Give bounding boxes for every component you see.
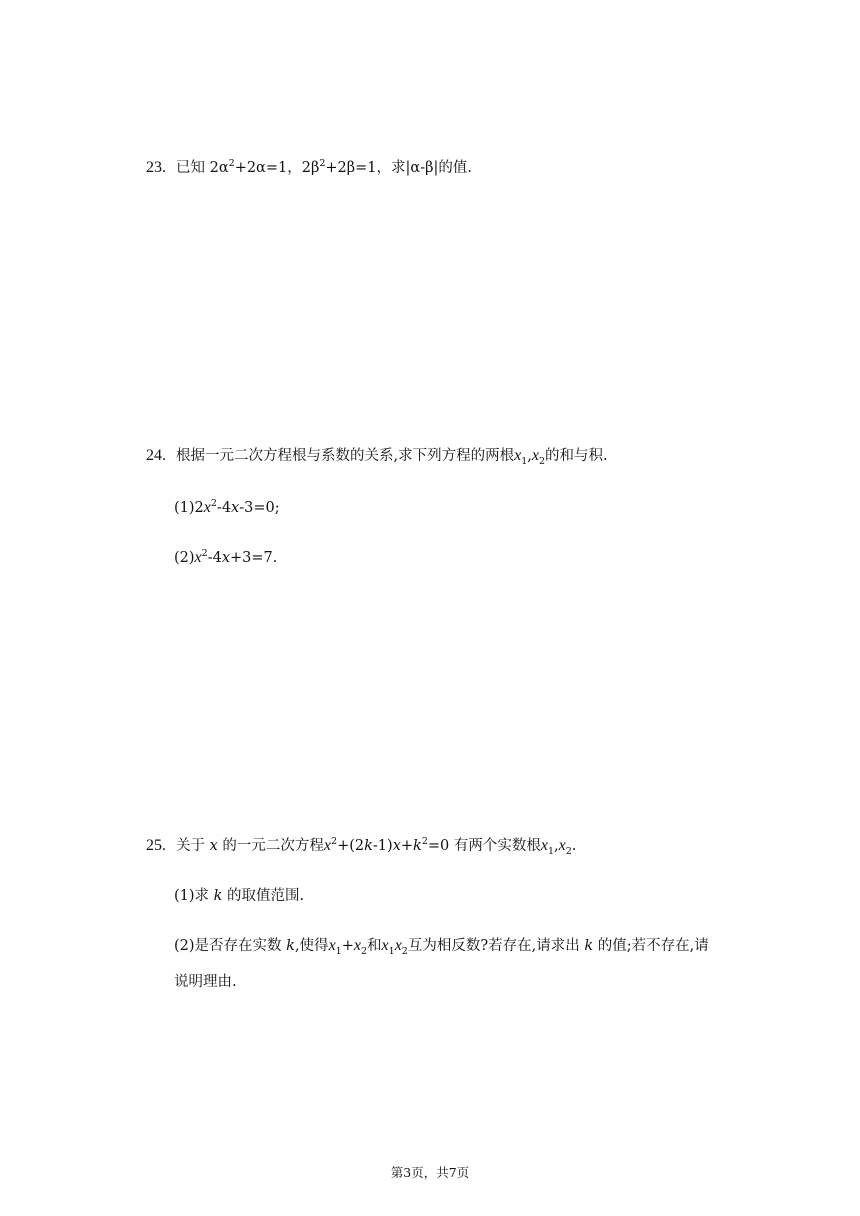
question-24: 24. 根据一元二次方程根与系数的关系,求下列方程的两根$x_1,x_2$的和与积.: [146, 447, 608, 467]
question-24-part-2: $(2)x^2-4x+3=7$.: [174, 548, 278, 566]
question-24-part-1: $(1)2x^2-4x-3=0$;: [174, 498, 280, 516]
question-number: 24.: [146, 447, 166, 464]
question-23: 23. 已知 $2\alpha^2+2\alpha=1$，$2\beta^2+2\beta=1$，求|α-β|的值.: [146, 158, 472, 176]
question-number: 25.: [146, 837, 166, 854]
question-25: 25. 关于 x 的一元二次方程$x^2+(2k-1)x+k^2=0$ 有两个实数根$x_1,x_2$.: [146, 836, 577, 857]
question-number: 23.: [146, 159, 166, 176]
question-25-part-1: (1)求 k 的取值范围.: [174, 888, 305, 904]
question-25-part-2-continued: 说明理由.: [174, 974, 237, 990]
question-25-part-2: (2)是否存在实数 k,使得$x_1+x_2$和$x_1x_2$互为相反数?若存在,请求出 k 的值;若不存在,请: [174, 937, 709, 957]
page-footer: 第3页，共7页: [390, 1165, 470, 1180]
